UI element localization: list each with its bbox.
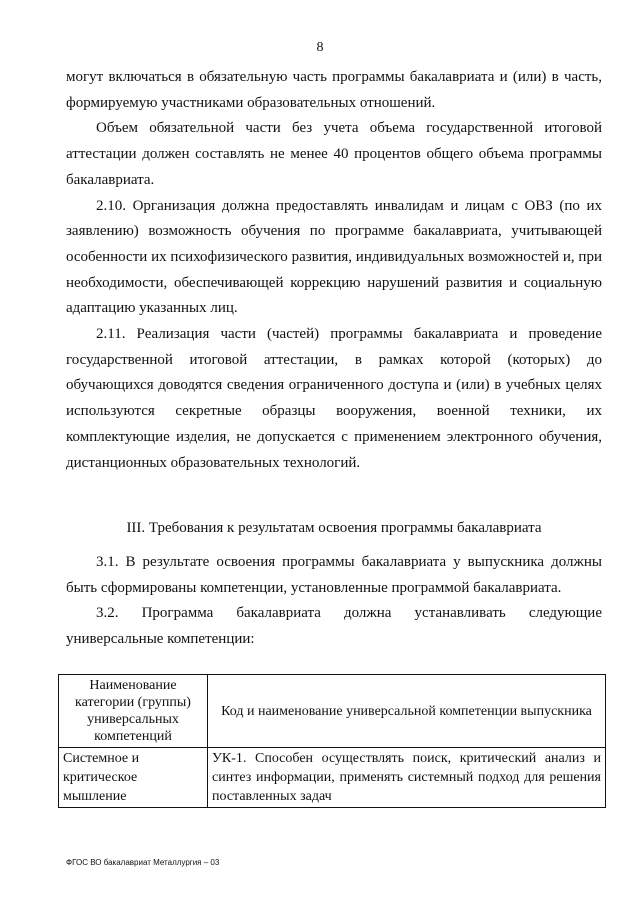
paragraph-mandatory-volume: Объем обязательной части без учета объема государственной итоговой аттестации должен составлять не менее 40 процентов общего объема программы бакалавриата.	[66, 120, 602, 188]
paragraph-continuation: могут включаться в обязательную часть программы бакалавриата и (или) в часть, формируемую участниками образовательных отношений.	[66, 69, 602, 111]
table-cell-competence: УК-1. Способен осуществлять поиск, критический анализ и синтез информации, применять системный подход для решения поставленных задач	[208, 748, 606, 808]
paragraph-3-2: 3.2. Программа бакалавриата должна устанавливать следующие универсальные компетенции:	[66, 605, 602, 648]
section-heading: III. Требования к результатам освоения программы бакалавриата	[126, 520, 542, 536]
table-cell-category: Системное и критическое мышление	[59, 748, 208, 808]
table-header-competence: Код и наименование универсальной компетенции выпускника	[208, 675, 606, 748]
footer-note: ФГОС ВО бакалавриат Металлургия – 03	[66, 858, 220, 867]
paragraph-2-10: 2.10. Организация должна предоставлять инвалидам и лицам с ОВЗ (по их заявлению) возможность обучения по программе бакалавриата, учитывающей особенности их психофизического развития, индивидуальных возможностей и, при необходимости, обеспечивающей коррекцию нарушений развития и социальную адаптацию указанных лиц.	[66, 197, 602, 317]
body-text	[66, 65, 602, 476]
table-header-row	[59, 675, 606, 748]
paragraph-2-11: 2.11. Реализация части (частей) программы бакалавриата и проведение государственной итоговой аттестации, в рамках которой (которых) до обучающихся доводятся сведения ограниченного доступа и (или) в учебных целях используются секретные образцы вооружения, военной техники, их комплектующие изделия, не допускается с применением электронного обучения, дистанционных образовательных технологий.	[66, 326, 602, 471]
table-header-category: Наименование категории (группы) универсальных компетенций	[59, 675, 208, 748]
paragraph-3-1: 3.1. В результате освоения программы бакалавриата у выпускника должны быть сформированы компетенции, установленные программой бакалавриата.	[66, 554, 602, 596]
page-number: 8	[316, 40, 324, 55]
table-row	[59, 748, 606, 808]
competence-text	[66, 550, 602, 653]
competences-table	[58, 674, 606, 808]
